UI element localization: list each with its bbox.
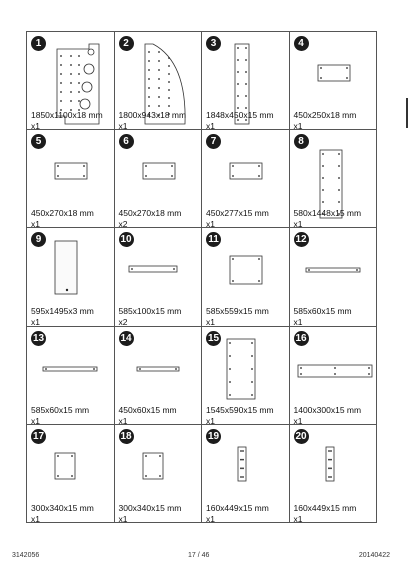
part-cell-9 (27, 228, 115, 326)
part-dimensions: 450x60x15 mm (118, 404, 177, 415)
part-quantity: x1 (206, 121, 215, 131)
part-quantity: x1 (293, 121, 303, 131)
part-number-badge: 11 (206, 232, 221, 247)
part-number-badge: 7 (206, 134, 221, 149)
part-quantity: x1 (118, 121, 128, 131)
part-dimensions: 450x270x18 mm (31, 208, 94, 219)
part-dimensions: 450x250x18 mm (293, 110, 357, 120)
part-number-badge: 6 (119, 134, 134, 149)
part-number-badge: 18 (120, 430, 132, 442)
part-cell-7 (202, 130, 290, 228)
part-cell-13 (27, 327, 115, 425)
part-quantity: x1 (31, 121, 40, 131)
part-number-badge: 10 (120, 234, 132, 246)
part-number-badge: 3 (206, 36, 221, 51)
part-quantity: x2 (118, 317, 128, 327)
part-dimensions: 585x100x15 mm (118, 306, 182, 317)
part-quantity: x1 (118, 513, 128, 523)
part-dimensions: 1545x590x15 mm (206, 404, 274, 415)
part-dimensions: 585x60x15 mm (31, 404, 90, 415)
part-number-badge: 5 (31, 134, 46, 149)
document-number: 3142056 (12, 552, 40, 559)
part-quantity: x1 (293, 219, 303, 229)
part-dimensions: 450x277x15 mm (206, 208, 269, 219)
part-number-badge: 13 (32, 332, 45, 344)
part-cell-14 (115, 327, 203, 425)
part-cell-1 (27, 32, 115, 130)
part-cell-11 (202, 228, 290, 326)
part-number-badge: 16 (295, 332, 307, 344)
part-number-badge: 14 (120, 332, 132, 344)
part-quantity: x1 (31, 513, 40, 523)
part-dimensions: 160x449x15 mm (206, 502, 269, 513)
part-quantity: x1 (31, 317, 40, 327)
part-dimensions: 1850x1100x18 mm (31, 110, 103, 120)
part-number-badge: 12 (295, 234, 307, 246)
part-number-badge: 8 (294, 134, 309, 149)
part-number-badge: 2 (119, 36, 134, 51)
part-dimensions: 595x1495x3 mm (31, 306, 94, 317)
page-number: 17 / 46 (188, 552, 210, 559)
part-number-badge: 9 (31, 232, 46, 247)
part-quantity: x1 (293, 513, 303, 523)
part-number-badge: 19 (207, 430, 220, 442)
document-date: 20140422 (358, 552, 390, 559)
part-dimensions: 300x340x15 mm (118, 502, 182, 513)
part-number-badge: 15 (207, 332, 220, 344)
part-quantity: x1 (118, 415, 128, 425)
part-dimensions: 1400x300x15 mm (293, 404, 362, 415)
part-quantity: x1 (206, 513, 215, 523)
part-cell-16 (290, 327, 378, 425)
part-dimensions: 300x340x15 mm (31, 502, 94, 513)
part-quantity: x1 (206, 219, 215, 229)
part-number-badge: 20 (295, 430, 307, 442)
part-cell-3 (202, 32, 290, 130)
part-dimensions: 585x559x15 mm (206, 306, 269, 317)
part-number-badge: 1 (31, 36, 46, 51)
part-cell-18 (115, 425, 203, 523)
part-cell-17 (27, 425, 115, 523)
parts-grid (26, 31, 377, 523)
part-dimensions: 1848x450x15 mm (206, 110, 274, 120)
part-cell-5 (27, 130, 115, 228)
part-dimensions: 450x270x18 mm (118, 208, 182, 219)
part-cell-8 (290, 130, 378, 228)
part-cell-4 (290, 32, 378, 130)
part-quantity: x1 (206, 317, 215, 327)
part-cell-19 (202, 425, 290, 523)
part-quantity: x1 (31, 415, 40, 425)
part-cell-20 (290, 425, 378, 523)
part-quantity: x1 (293, 415, 303, 425)
part-quantity: x1 (206, 415, 215, 425)
part-quantity: x1 (293, 317, 303, 327)
part-dimensions: 1800x943x18 mm (118, 110, 187, 120)
part-dimensions: 160x449x15 mm (293, 502, 357, 513)
part-quantity: x1 (31, 219, 40, 229)
part-quantity: x2 (118, 219, 128, 229)
part-dimensions: 580x1448x15 mm (293, 208, 362, 219)
part-cell-10 (115, 228, 203, 326)
part-cell-12 (290, 228, 378, 326)
part-cell-6 (115, 130, 203, 228)
part-number-badge: 4 (294, 36, 309, 51)
part-number-badge: 17 (32, 430, 45, 442)
part-cell-2 (115, 32, 203, 130)
part-cell-15 (202, 327, 290, 425)
part-dimensions: 585x60x15 mm (293, 306, 352, 317)
